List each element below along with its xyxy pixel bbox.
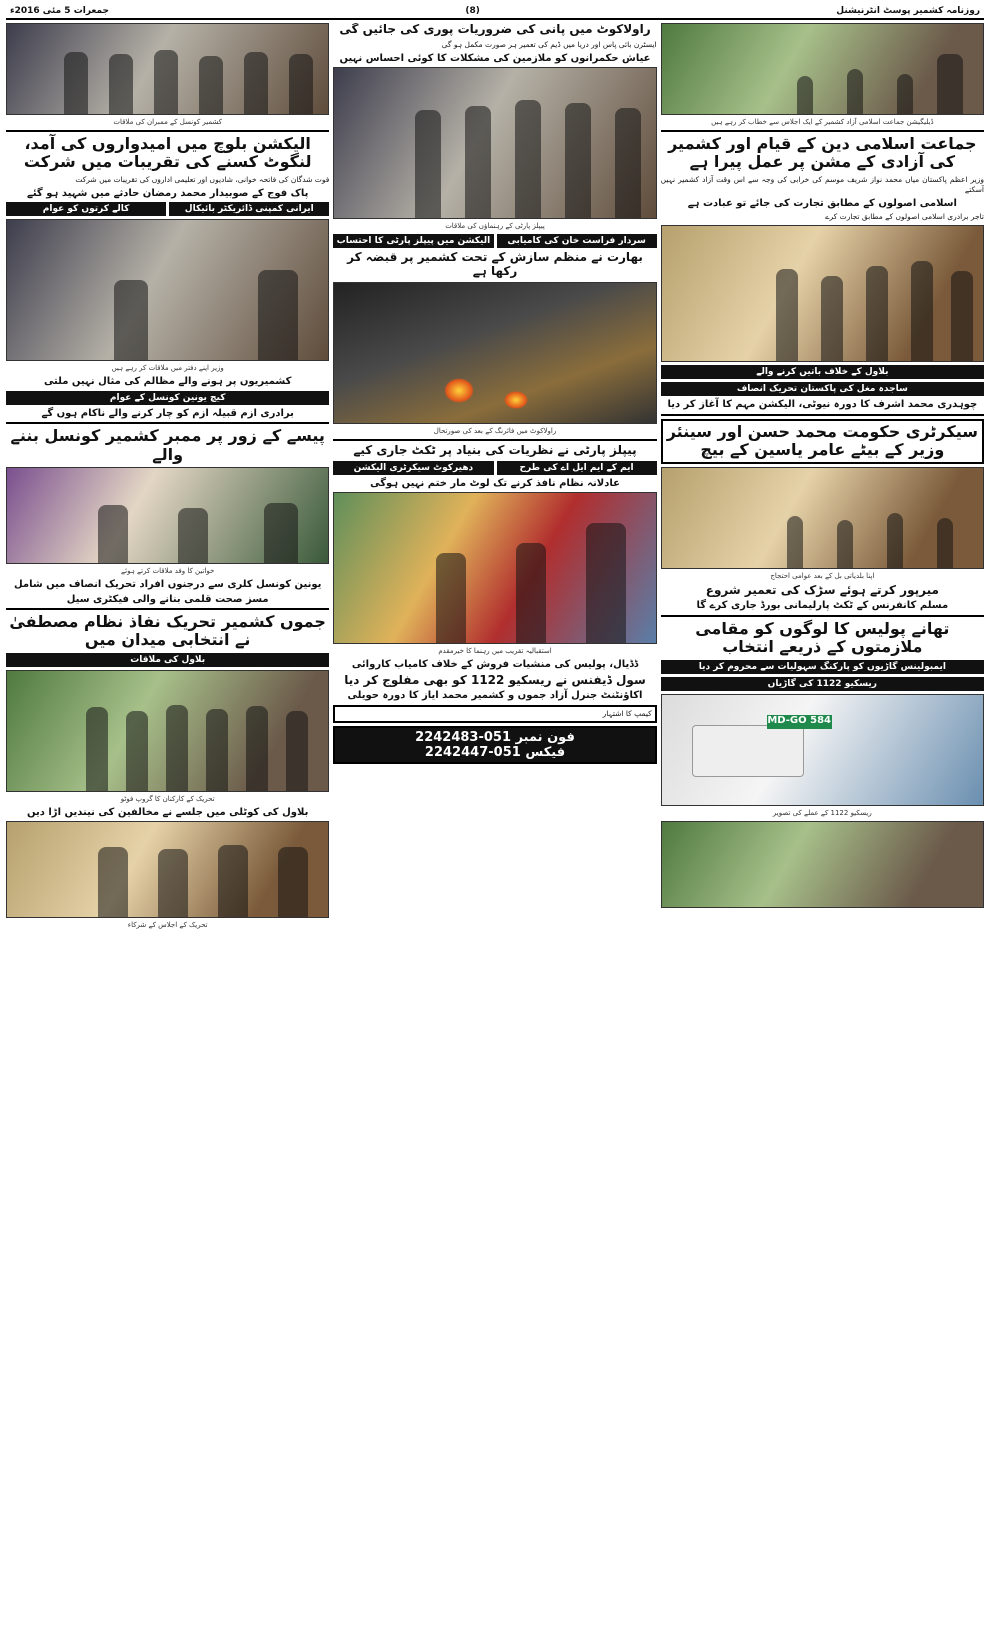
boxed-headline: سردار فراست خان کی کامیابی [497,234,657,248]
masthead-page-number: (8) [465,6,480,16]
headline-banner: سیکرٹری حکومت محمد حسن اور سینئر وزیر کے بیٹے عامر یاسین کے بیچ [661,419,984,464]
headline: یونین کونسل کلری سے درجنوں افراد تحریک انصاف میں شامل [13,579,322,591]
caption: راولاکوٹ میں فائرنگ کے بعد کی صورتحال [433,426,557,435]
boxed-headline: ایرانی کمپنی ڈائریکٹر بائیکال [169,202,329,216]
caption: استقبالیہ تقریب میں رہنما کا خیرمقدم [438,647,552,656]
photo-leaders [333,67,656,219]
boxed-headline: ریسکیو 1122 کی گاڑیاں [661,677,984,691]
photo-welcome [333,492,656,644]
license-plate: MD-GO 584 [767,715,832,729]
boxed-headline: کالے کرتوں کو عوام [6,202,166,216]
headline: ڈڈیال، پولیس کی منشیات فروش کے خلاف کامیاب کاروائی [351,659,639,671]
photo-rally [661,23,984,115]
photo-crowd [661,467,984,569]
photo-women-delegation [6,467,329,564]
column-right [661,23,984,1641]
headline: الیکشن بلوچ میں امیدواروں کی آمد، لنگوٹ کسنے کی تقریبات میں شرکت [23,134,312,172]
caption: کشمیر کونسل کے ممبران کی ملاقات [113,118,222,126]
boxed-headline: کیچ یونین کونسل کے عوام [6,391,329,405]
caption: تحریک کے اجلاس کے شرکاء [127,921,208,930]
headline: جماعت اسلامی دین کے قیام اور کشمیر کی آزادی کے مشن پر عمل پیرا ہے [668,134,977,172]
article-body: ایسٹرن بائی پاس اور دریا میں ڈیم کی تعمیر ہر صورت مکمل ہو گی [441,39,657,49]
boxed-headline: ایمبولینس گاڑیوں کو پارکنگ سہولیات سے محروم کر دیا [661,660,984,674]
headline: اکاؤنٹنٹ جنرل آزاد جموں و کشمیر محمد ایاز کا دورہ حویلی [347,690,643,702]
phone-label: فون نمبر [515,729,575,745]
masthead-date: جمعرات 5 مئی 2016ء [10,6,110,16]
headline: بھارت نے منظم سازش کے تحت کشمیر پر قبضہ کر رکھا ہے [347,250,643,279]
phone-number: 051-2242483 [415,729,512,745]
headline: پیپلز پارٹی نے نظریات کی بنیاد پر ٹکٹ جاری کیے [353,442,637,457]
boxed-headline: ایم کے ایم ایل اے کی طرح [497,461,657,475]
headline: چوہدری محمد اشرف کا دورہ نیوٹی، الیکشن مہم کا آغاز کر دیا [667,399,978,411]
photo-protest [661,225,984,362]
headline: راولاکوٹ میں پانی کی ضروریات پوری کی جائیں گی [339,23,651,36]
headline: برادری ازم قبیلہ ازم کو چار کرنے والے ناکام ہوں گے [41,407,294,419]
advertisement: کیمپ کا اشتہار [333,705,656,723]
fax-label: فیکس [525,744,566,760]
headline: بلاول کی کوٹلی میں جلسے نے مخالفین کی نیندیں اڑا دیں [27,806,309,818]
headline: اسلامی اصولوں کے مطابق تجارت کی جائے تو عبادت ہے [687,197,957,209]
masthead [6,4,984,20]
article-body: فوت شدگان کی فاتحہ خوانی، شادیوں اور تعلیمی اداروں کی تقریبات میں شرکت [75,174,330,184]
headline: پیسے کے زور پر ممبر کشمیر کونسل بننے والے [10,426,325,464]
article-body: وزیر اعظم پاکستان میاں محمد نواز شریف موسم کی خرابی کی وجہ سے اس وقت آزاد کشمیر نہیں آسکتے [660,174,984,194]
headline: تھانے پولیس کا لوگوں کو مقامی ملازمتوں کے ذریعے انتخاب [695,618,950,657]
headline: میرپور کرتے ہوئے سڑک کی تعمیر شروع [705,582,939,597]
boxed-headline: الیکشن میں پیپلز پارٹی کا احتساب [333,234,493,248]
headline: عادلانہ نظام نافذ کرنے تک لوٹ مار ختم نہیں ہوگی [370,477,620,489]
boxed-headline: بلاول کی ملاقات [6,653,329,667]
phone-box [333,726,656,764]
column-middle [333,23,656,1641]
photo-ambulance [661,694,984,806]
article-body: تاجر برادری اسلامی اصولوں کے مطابق تجارت کرے [825,212,984,222]
photo-vehicles [661,821,984,908]
caption: ریسکیو 1122 کے عملے کی تصویر [772,808,872,817]
caption: پیپلز پارٹی کے رہنماؤں کی ملاقات [445,222,545,231]
boxed-headline: ساجدہ مغل کی پاکستان تحریک انصاف [661,382,984,396]
masthead-paper-name: روزنامہ کشمیر پوسٹ انٹرنیشنل [836,6,980,16]
headline: مسز صحت قلمی بنانے والی فیکٹری سیل [66,593,269,605]
caption: اپنا بلدیاتی بل کے بعد عوامی احتجاج [770,571,875,580]
headline: سول ڈیفنس نے ریسکیو 1122 کو بھی مفلوج کر دیا [344,672,646,687]
photo-group [6,670,329,792]
headline: مسلم کانفرنس کے ٹکٹ پارلیمانی بورڈ جاری کرے گا [696,600,949,612]
headline: عیاش حکمرانوں کو ملازمین کی مشکلات کا کوئی احساس نہیں [339,52,651,64]
caption: وزیر اپنے دفتر میں ملاقات کر رہے ہیں [111,364,224,373]
photo-fire [333,282,656,424]
fax-number: 051-2242447 [424,744,521,760]
columns [6,23,984,1641]
caption: خواتین کا وفد ملاقات کرتے ہوئے [121,567,215,576]
boxed-headline: بلاول کے خلاف باتیں کرنے والے [661,365,984,379]
boxed-headline: دھیرکوٹ سیکرٹری الیکشن [333,461,493,475]
caption: ڈیلیگیشن جماعت اسلامی آزاد کشمیر کے ایک اجلاس سے خطاب کر رہے ہیں [711,118,934,126]
headline: کشمیریوں پر ہونے والے مظالم کی مثال نہیں ملتی [43,376,292,388]
caption: تحریک کے کارکنان کا گروپ فوٹو [120,794,215,803]
photo-meeting [6,23,329,115]
photo-office [6,219,329,361]
column-left [6,23,329,1641]
headline: پاک فوج کے صوبیدار محمد رمضان حادثے میں شہید ہو گئے [26,187,309,199]
photo-gathering [6,821,329,918]
headline: جموں کشمیر تحریک نفاذ نظام مصطفیٰ نے انتخابی میدان میں [9,612,326,650]
